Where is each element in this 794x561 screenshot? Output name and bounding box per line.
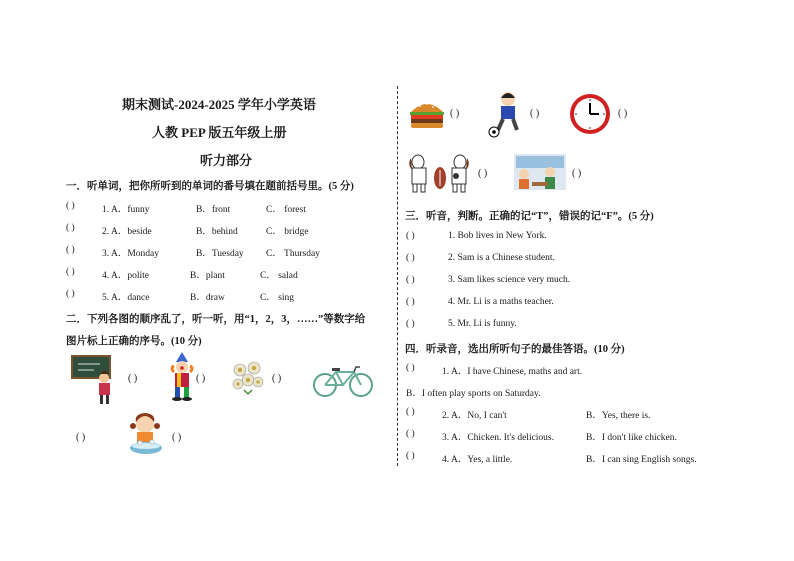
section1-heading: 一．听单词，把你所听到的单词的番号填在题前括号里。(5 分) bbox=[66, 181, 354, 192]
teacher-blackboard-picture bbox=[70, 352, 120, 406]
picture-blank[interactable]: ( ) bbox=[196, 373, 206, 384]
page-title: 期末测试-2024-2025 学年小学英语 bbox=[122, 97, 316, 112]
picture-blank[interactable]: ( ) bbox=[530, 108, 540, 119]
tf-statement: 4. Mr. Li is a maths teacher. bbox=[448, 297, 554, 307]
picture-blank[interactable]: ( ) bbox=[478, 168, 488, 179]
section2-heading-line1: 二．下列各图的顺序乱了，听一听，用“1，2，3，……”等数字给 bbox=[66, 314, 366, 325]
option-b: B．behind bbox=[196, 227, 238, 237]
picture-blank[interactable]: ( ) bbox=[172, 432, 182, 443]
tf-statement: 1. Bob lives in New York. bbox=[448, 231, 547, 241]
answer-blank[interactable]: ( ) bbox=[66, 223, 75, 233]
option-a: 3. A．Chicken. It's delicious. bbox=[442, 433, 555, 443]
answer-blank[interactable]: ( ) bbox=[406, 429, 415, 439]
option-b: B．Tuesday bbox=[196, 249, 244, 259]
clown-picture bbox=[168, 352, 196, 402]
tf-blank[interactable]: ( ) bbox=[406, 231, 415, 241]
dog-rugby-ball-picture bbox=[406, 150, 474, 194]
picture-blank[interactable]: ( ) bbox=[272, 373, 282, 384]
option-b: B．draw bbox=[190, 293, 225, 303]
boy-football-picture bbox=[488, 90, 522, 138]
answer-blank[interactable]: ( ) bbox=[406, 363, 415, 373]
picture-blank[interactable]: ( ) bbox=[450, 108, 460, 119]
option-a: 4. A．Yes, a little. bbox=[442, 455, 513, 465]
option-a: 2. A．beside bbox=[102, 227, 152, 237]
option-c: C． bridge bbox=[266, 227, 309, 237]
hamburger-picture bbox=[408, 98, 446, 130]
option-c: C． sing bbox=[260, 293, 295, 303]
option-c: C． Thursday bbox=[266, 249, 320, 259]
girl-washing-picture bbox=[126, 412, 166, 460]
option-a: 1. A．I have Chinese, maths and art. bbox=[442, 367, 583, 377]
answer-blank[interactable]: ( ) bbox=[66, 245, 75, 255]
option-b: B．I can sing English songs. bbox=[586, 455, 697, 465]
tf-statement: 2. Sam is a Chinese student. bbox=[448, 253, 555, 263]
option-a: 5. A．dance bbox=[102, 293, 150, 303]
answer-blank[interactable]: ( ) bbox=[406, 407, 415, 417]
classroom-picture bbox=[514, 154, 566, 190]
column-divider bbox=[397, 86, 398, 466]
flowers-picture bbox=[230, 360, 266, 396]
option-a: 1. A．funny bbox=[102, 205, 150, 215]
tf-blank[interactable]: ( ) bbox=[406, 297, 415, 307]
tf-blank[interactable]: ( ) bbox=[406, 319, 415, 329]
page-subtitle: 人教 PEP 版五年级上册 bbox=[152, 125, 287, 140]
picture-blank[interactable]: ( ) bbox=[76, 432, 86, 443]
section3-heading: 三．听音，判断。正确的记“T”，错误的记“F”。(5 分) bbox=[405, 211, 654, 222]
picture-blank[interactable]: ( ) bbox=[128, 373, 138, 384]
option-c: C． salad bbox=[260, 271, 298, 281]
answer-blank[interactable]: ( ) bbox=[66, 267, 75, 277]
option-b: B．I often play sports on Saturday. bbox=[406, 389, 541, 399]
option-b: B．Yes, there is. bbox=[586, 411, 651, 421]
option-a: 4. A．polite bbox=[102, 271, 149, 281]
answer-blank[interactable]: ( ) bbox=[406, 451, 415, 461]
option-a: 2. A．No, I can't bbox=[442, 411, 507, 421]
clock-picture bbox=[568, 92, 612, 136]
section4-heading: 四．听录音，选出所听句子的最佳答语。(10 分) bbox=[405, 344, 625, 355]
answer-blank[interactable]: ( ) bbox=[66, 201, 75, 211]
option-a: 3. A．Monday bbox=[102, 249, 160, 259]
picture-blank[interactable]: ( ) bbox=[572, 168, 582, 179]
tf-blank[interactable]: ( ) bbox=[406, 253, 415, 263]
part-title: 听力部分 bbox=[200, 153, 253, 168]
option-b: B．I don't like chicken. bbox=[586, 433, 677, 443]
tf-statement: 5. Mr. Li is funny. bbox=[448, 319, 517, 329]
option-b: B．front bbox=[196, 205, 231, 215]
tf-blank[interactable]: ( ) bbox=[406, 275, 415, 285]
tf-statement: 3. Sam likes science very much. bbox=[448, 275, 571, 285]
section2-heading-line2: 图片标上正确的序号。(10 分) bbox=[66, 336, 202, 347]
option-b: B．plant bbox=[190, 271, 225, 281]
answer-blank[interactable]: ( ) bbox=[66, 289, 75, 299]
picture-blank[interactable]: ( ) bbox=[618, 108, 628, 119]
option-c: C． forest bbox=[266, 205, 306, 215]
bicycle-picture bbox=[312, 364, 374, 398]
